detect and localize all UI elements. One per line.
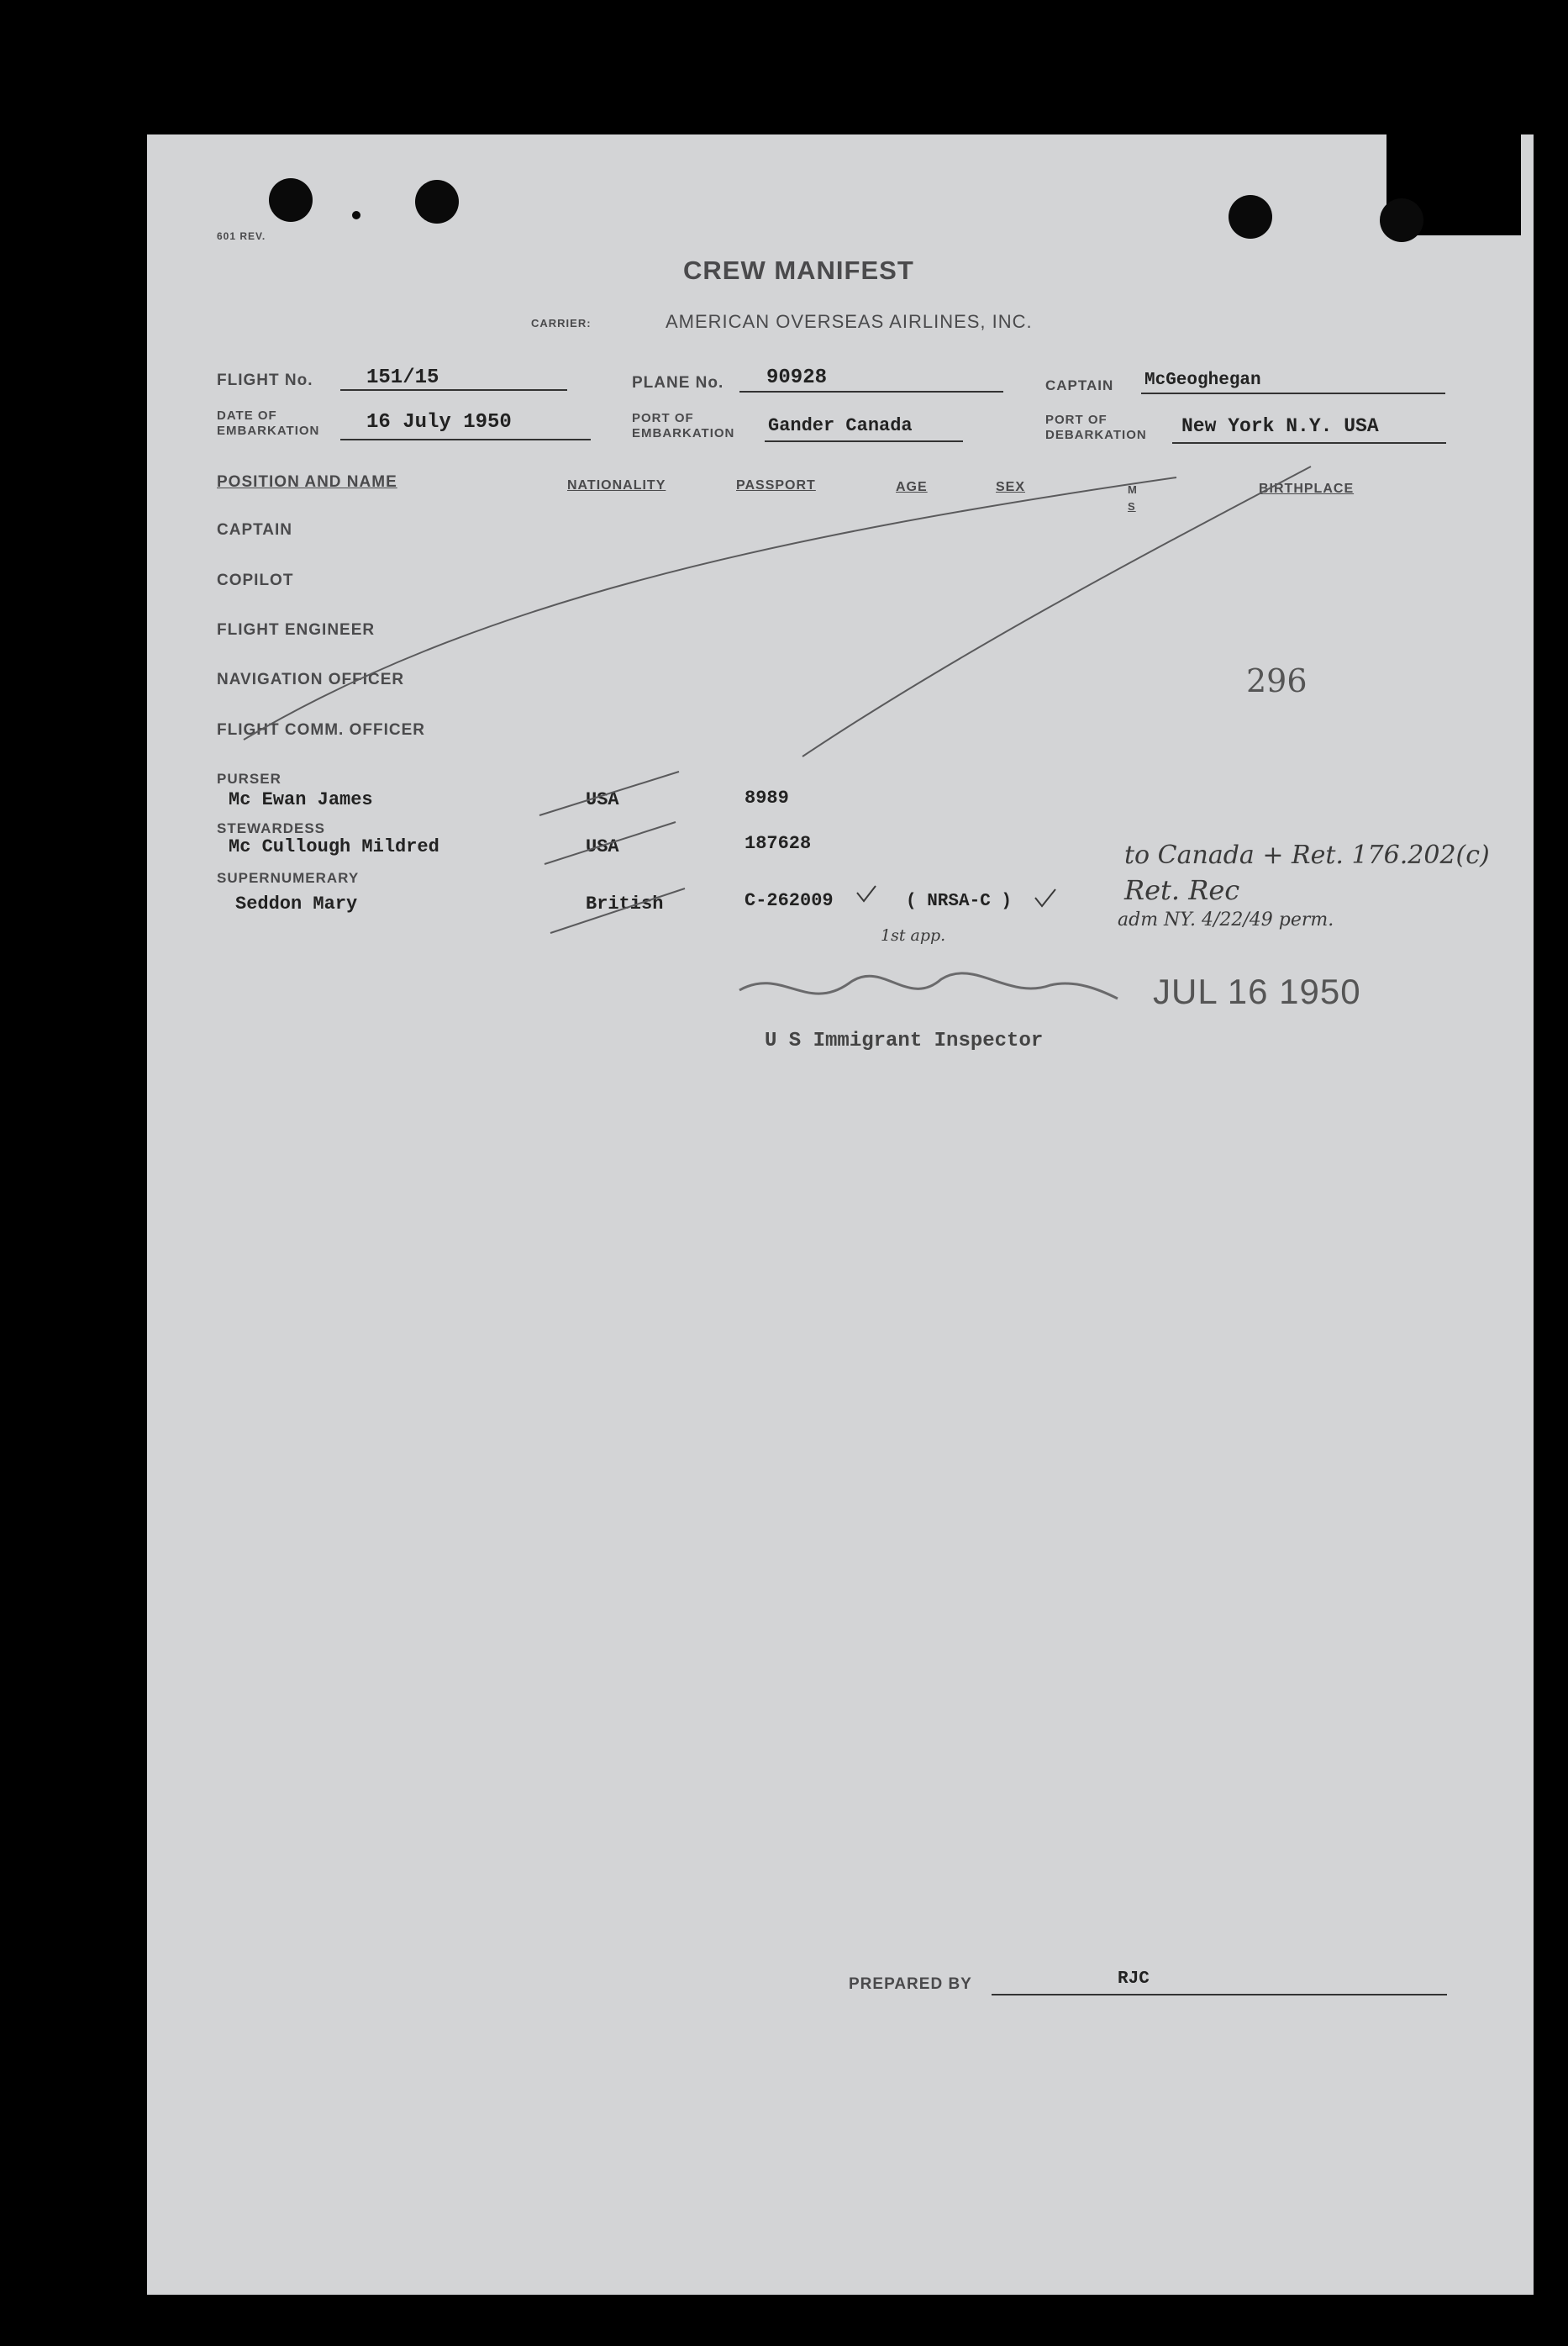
port-debarkation: New York N.Y. USA: [1181, 415, 1379, 437]
prepared-by-value: RJC: [1118, 1969, 1150, 1989]
handwritten-note: Ret. Rec: [1124, 874, 1240, 906]
captain-label: CAPTAIN: [1045, 377, 1114, 393]
embarkation-date: 16 July 1950: [366, 411, 512, 434]
plane-no-label: PLANE No.: [632, 374, 724, 392]
handwritten-note: adm NY. 4/22/49 perm.: [1118, 909, 1334, 930]
port-emb-label-1: PORT OF: [632, 411, 694, 425]
carrier-label: CARRIER:: [531, 317, 592, 329]
col-age: AGE: [896, 480, 928, 494]
port-deb-label-1: PORT OF: [1045, 413, 1108, 427]
col-birthplace: BIRTHPLACE: [1259, 482, 1355, 496]
port-embarkation: Gander Canada: [768, 415, 913, 436]
prepared-by-line: [992, 1994, 1447, 1995]
col-marital-m: M: [1128, 483, 1138, 496]
position-navigation-officer: NAVIGATION OFFICER: [217, 671, 405, 688]
crew-passport: C-262009: [745, 890, 834, 911]
crew-extra-status: ( NRSA-C ): [906, 892, 1013, 911]
page-number: 296: [1246, 662, 1308, 699]
port-deb-label-2: DEBARKATION: [1045, 428, 1147, 442]
date-label-2: EMBARKATION: [217, 424, 320, 438]
position-copilot: COPILOT: [217, 572, 294, 589]
col-marital-s: S: [1128, 500, 1136, 513]
plane-no-value: 90928: [766, 366, 828, 389]
handwritten-note: 1st app.: [881, 926, 946, 945]
flight-no-value: 151/15: [366, 366, 439, 389]
crew-nationality: British: [586, 894, 664, 915]
crew-name: Mc Ewan James: [229, 789, 373, 810]
position-stewardess: STEWARDESS: [217, 820, 326, 836]
crew-name: Seddon Mary: [235, 894, 358, 915]
crew-passport: 187628: [745, 833, 812, 854]
crew-nationality: USA: [586, 836, 619, 857]
page-title: CREW MANIFEST: [683, 256, 914, 285]
position-purser: PURSER: [217, 771, 282, 787]
captain-value: McGeoghegan: [1144, 371, 1261, 390]
crew-name: Mc Cullough Mildred: [229, 836, 439, 857]
col-nationality: NATIONALITY: [567, 478, 666, 493]
col-sex: SEX: [996, 480, 1026, 494]
flight-no-label: FLIGHT No.: [217, 372, 313, 389]
position-flight-engineer: FLIGHT ENGINEER: [217, 621, 376, 639]
form-number: 601 REV.: [217, 230, 266, 242]
handwritten-note: to Canada + Ret. 176.202(c): [1124, 841, 1490, 870]
carrier-name: AMERICAN OVERSEAS AIRLINES, INC.: [666, 311, 1033, 332]
date-label-1: DATE OF: [217, 409, 277, 423]
col-passport: PASSPORT: [736, 478, 816, 493]
col-position: POSITION AND NAME: [217, 473, 397, 491]
crew-nationality: USA: [586, 789, 619, 810]
crew-passport: 8989: [745, 788, 789, 809]
port-emb-label-2: EMBARKATION: [632, 426, 735, 440]
position-captain: CAPTAIN: [217, 521, 293, 539]
date-stamp: JUL 16 1950: [1153, 972, 1361, 1011]
inspector-stamp: U S Immigrant Inspector: [765, 1030, 1044, 1052]
position-flight-comm-officer: FLIGHT COMM. OFFICER: [217, 721, 425, 739]
position-supernumerary: SUPERNUMERARY: [217, 870, 360, 886]
prepared-by-label: PREPARED BY: [849, 1975, 972, 1993]
